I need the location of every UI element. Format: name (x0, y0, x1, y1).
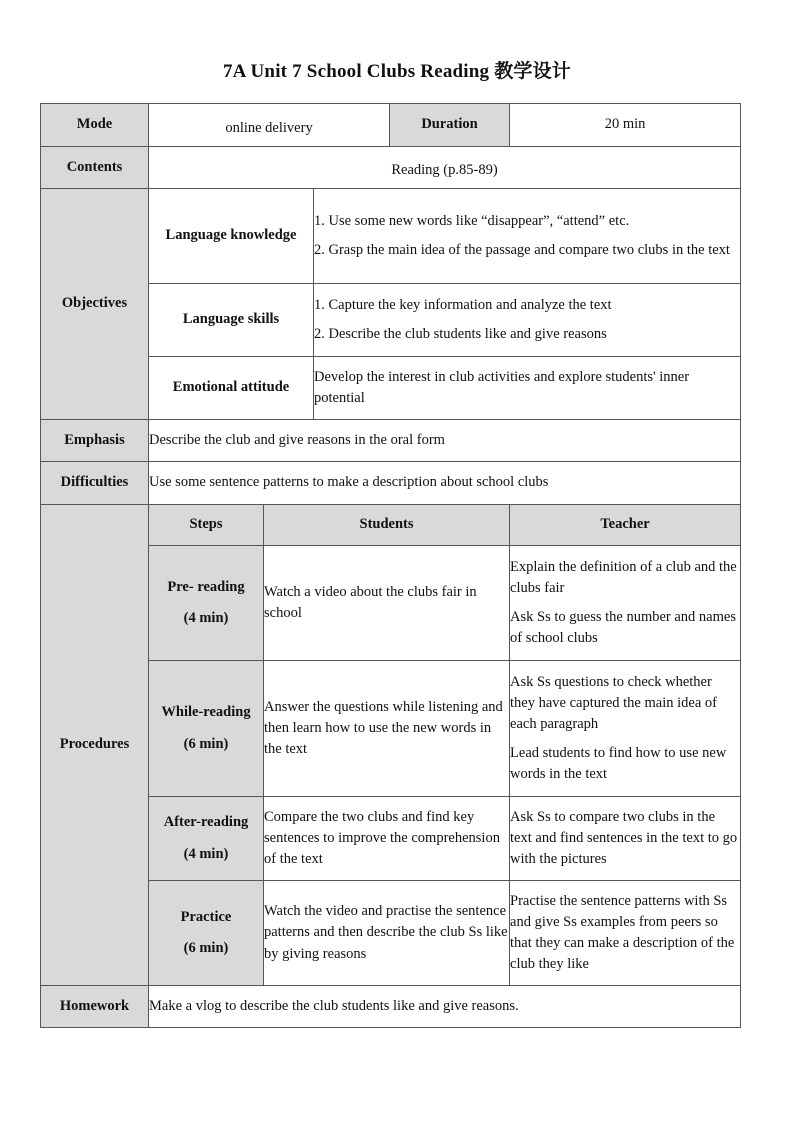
teacher-activity-item: Explain the definition of a club and the clubs fair (510, 558, 737, 596)
duration-value: 20 min (510, 104, 741, 147)
step-time: (4 min) (183, 610, 229, 626)
step-time: (6 min) (183, 940, 229, 956)
teacher-activity (510, 661, 741, 797)
step-cell (149, 797, 264, 881)
step-time: (4 min) (183, 845, 229, 862)
homework-value: Make a vlog to describe the club students like and give reasons. (149, 986, 741, 1028)
step-cell (149, 881, 264, 986)
emotional-attitude-content: Develop the interest in club activities and explore students' inner potential (314, 357, 741, 420)
step-name: While-reading (161, 704, 251, 721)
homework-label: Homework (41, 986, 149, 1028)
teacher-activity-item: Practise the sentence patterns with Ss and give Ss examples from peers so that they can make a description of the club they like (510, 892, 735, 973)
students-activity: Compare the two clubs and find key sentences to improve the comprehension of the text (264, 797, 510, 881)
teacher-activity (510, 881, 741, 986)
students-activity: Watch a video about the clubs fair in school (264, 546, 510, 661)
difficulties-row (41, 462, 741, 505)
mode-value: online delivery (149, 104, 390, 147)
steps-header: Steps (149, 505, 264, 546)
step-cell (149, 546, 264, 661)
teacher-activity-item: Ask Ss to guess the number and names of school clubs (510, 609, 736, 647)
language-skills-item: 1. Capture the key information and analyze the text (314, 296, 612, 313)
language-knowledge-item: 1. Use some new words like “disappear”, “attend” etc. (314, 212, 630, 229)
contents-label: Contents (41, 147, 149, 189)
language-knowledge-content (314, 189, 741, 284)
step-name: After-reading (163, 814, 249, 831)
lesson-plan-table (40, 103, 741, 1028)
objectives-row-knowledge (41, 189, 741, 284)
procedures-header-row (41, 505, 741, 546)
language-knowledge-item: 2. Grasp the main idea of the passage and compare two clubs in the text (314, 242, 730, 258)
language-skills-item: 2. Describe the club students like and give reasons (314, 326, 607, 342)
language-skills-label: Language skills (149, 284, 314, 357)
language-skills-content (314, 284, 741, 357)
step-name: Pre- reading (167, 578, 245, 595)
emphasis-row (41, 420, 741, 462)
teacher-header: Teacher (510, 505, 741, 546)
emphasis-label: Emphasis (41, 420, 149, 462)
difficulties-label: Difficulties (41, 462, 149, 505)
duration-label: Duration (390, 104, 510, 147)
teacher-activity-item: Ask Ss to compare two clubs in the text and find sentences in the text to go with the pictures (510, 808, 738, 867)
emotional-attitude-label: Emotional attitude (149, 357, 314, 420)
document-title: 7A Unit 7 School Clubs Reading 教学设计 (222, 61, 571, 82)
contents-value: Reading (p.85-89) (149, 147, 741, 189)
students-header: Students (264, 505, 510, 546)
homework-row (41, 986, 741, 1028)
contents-row (41, 147, 741, 189)
teacher-activity-item: Lead students to find how to use new words in the text (510, 745, 727, 783)
teacher-activity (510, 797, 741, 881)
step-name: Practice (180, 908, 232, 925)
step-time: (6 min) (183, 735, 229, 752)
mode-row (41, 104, 741, 147)
step-cell (149, 661, 264, 797)
difficulties-value: Use some sentence patterns to make a description about school clubs (149, 462, 741, 505)
emphasis-value: Describe the club and give reasons in the oral form (149, 420, 741, 462)
procedures-label: Procedures (41, 505, 149, 986)
students-activity: Watch the video and practise the sentence patterns and then describe the club Ss like by giving reasons (264, 881, 510, 986)
teacher-activity-item: Ask Ss questions to check whether they have captured the main idea of each paragraph (510, 673, 717, 732)
teacher-activity (510, 546, 741, 661)
students-activity: Answer the questions while listening and then learn how to use the new words in the text (264, 661, 510, 797)
mode-label: Mode (41, 104, 149, 147)
language-knowledge-label: Language knowledge (149, 189, 314, 284)
objectives-label: Objectives (41, 189, 149, 420)
